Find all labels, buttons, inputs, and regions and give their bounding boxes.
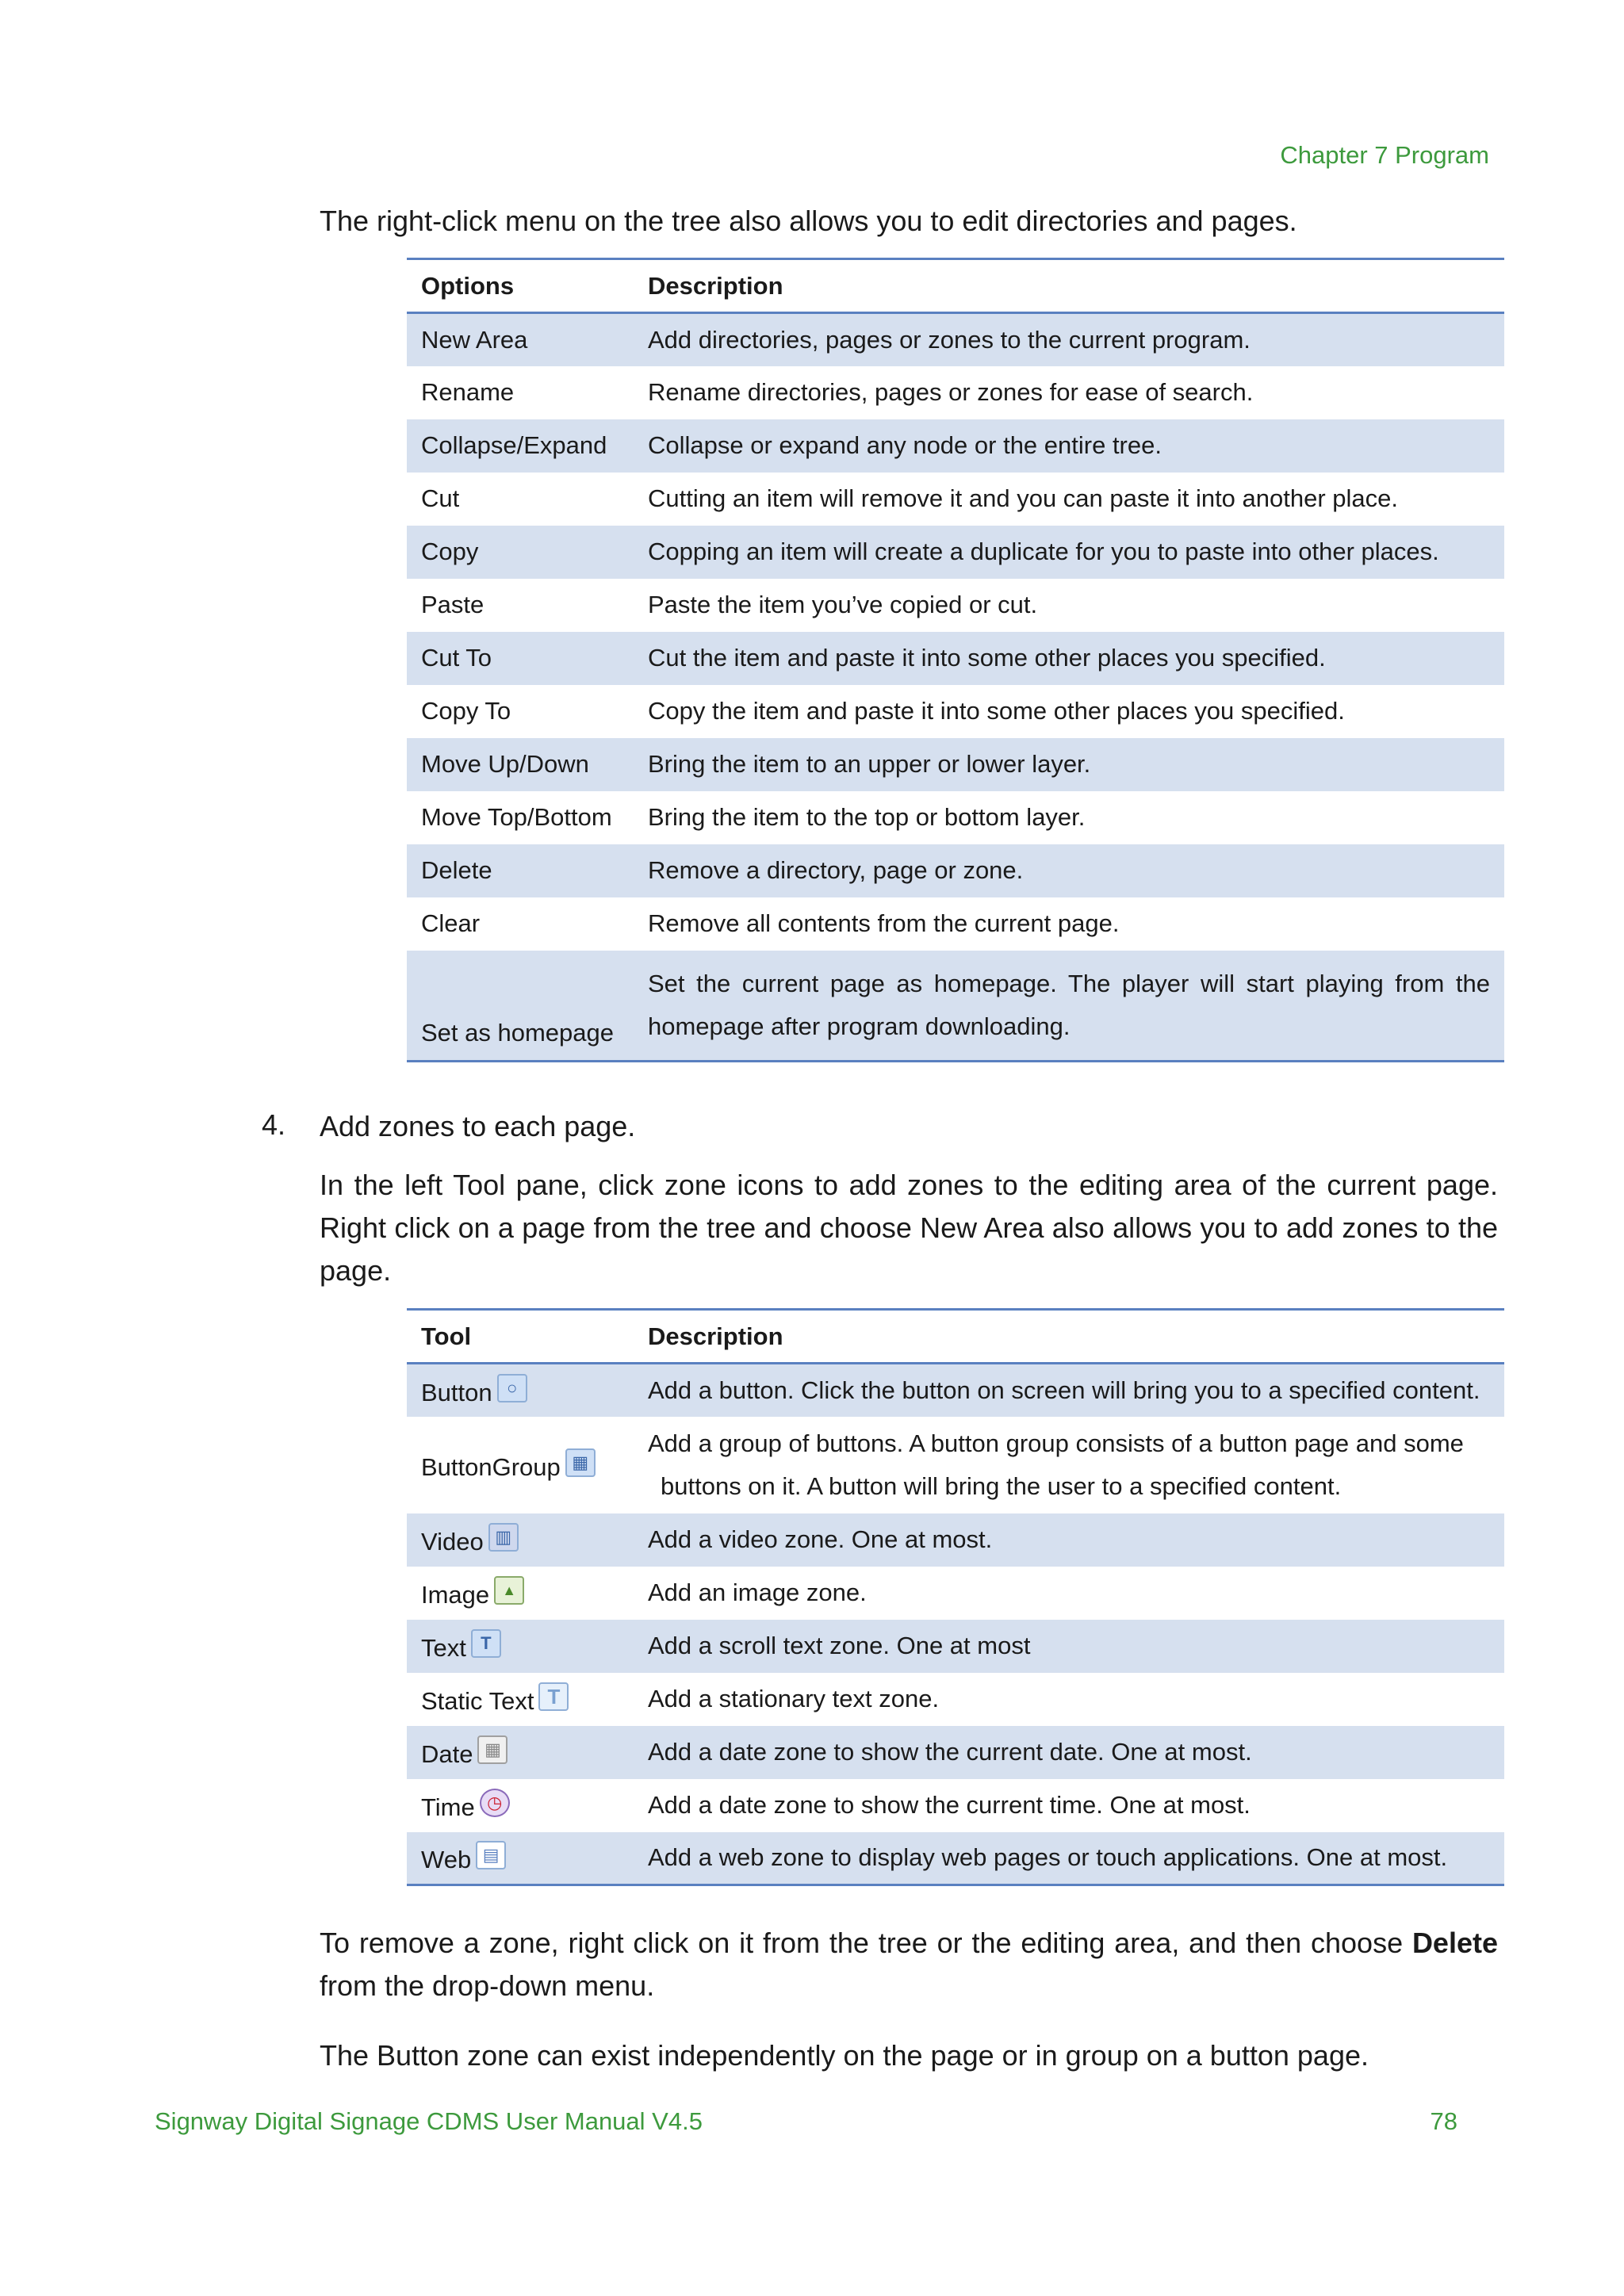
tool-cell [407,1417,634,1513]
remove-text: To remove a zone, right click on it from the tree or the editing area, and then choose [320,1927,1412,1959]
image-icon [494,1576,524,1605]
option-cell: Clear [421,909,481,937]
video-icon [488,1523,519,1552]
option-cell: Move Up/Down [421,750,589,778]
static-text-icon [538,1682,569,1711]
option-cell: Delete [421,856,492,884]
description-cell: Collapse or expand any node or the entire tree. [648,431,1162,459]
description-cell: Copy the item and paste it into some other places you specified. [648,697,1345,725]
page-number: 78 [1430,2107,1457,2135]
button-group-icon [565,1448,596,1477]
table-row [407,844,1504,897]
table-row [407,1417,1504,1513]
intro-paragraph: The right-click menu on the tree also allows you to edit directories and pages. [320,205,1297,237]
description-cell: Remove a directory, page or zone. [648,856,1024,884]
tool-cell [407,1567,634,1620]
description-cell [634,1417,1504,1513]
description-cell: Paste the item you’ve copied or cut. [648,591,1038,618]
options-column-header: Options [421,271,515,300]
table-row [407,419,1504,473]
description-cell: Add a button. Click the button on screen will bring you to a specified content. [648,1376,1480,1404]
table-row [407,632,1504,685]
tool-name: Text [421,1634,466,1662]
description-column-header: Description [648,271,783,300]
tool-column-header: Tool [421,1322,472,1350]
table-row [407,1779,1504,1832]
description-cell: Add directories, pages or zones to the current program. [648,325,1251,354]
tool-name: Time [421,1793,475,1821]
option-cell: Move Top/Bottom [421,803,612,831]
table-row [407,1364,1504,1417]
option-cell: Cut [421,484,460,512]
remove-text-end: from the drop-down menu. [320,1969,655,2002]
option-cell: Rename [421,378,515,406]
tool-name: ButtonGroup [421,1452,561,1481]
description-cell: Add a scroll text zone. One at most [648,1632,1031,1659]
table-row [407,526,1504,579]
options-table [407,258,1504,1062]
tool-cell [407,1364,634,1417]
table-row [407,1726,1504,1779]
description-cell: Set the current page as homepage. The player will start playing from the homepage after program downloading. [648,969,1490,1040]
option-cell: Paste [421,591,485,618]
tool-name: Date [421,1740,473,1768]
table-row [407,1620,1504,1673]
tool-cell [407,1726,634,1779]
button-icon [497,1374,527,1402]
step-number: 4. [262,1108,286,1141]
table-row [407,1673,1504,1726]
tool-name: Video [421,1528,484,1556]
table-row [407,579,1504,632]
option-cell: New Area [421,325,528,354]
web-icon [476,1841,506,1869]
description-cell: Bring the item to the top or bottom layer. [648,803,1086,831]
tool-table [407,1308,1504,1886]
tool-cell [407,1513,634,1567]
remove-zone-paragraph [320,1922,1498,2007]
tool-cell [407,1832,634,1885]
tool-cell [407,1673,634,1726]
description-cell: Bring the item to an upper or lower layer. [648,750,1091,778]
tool-name: Image [421,1581,490,1609]
description-cell: Add a web zone to display web pages or touch applications. One at most. [648,1843,1448,1872]
delete-keyword: Delete [1411,1927,1498,1959]
option-cell: Copy To [421,697,511,725]
table-row [407,791,1504,844]
description-column-header: Description [648,1322,783,1350]
option-cell: Cut To [421,644,492,672]
table-row [407,1513,1504,1567]
description-line: Add a group of buttons. A button group consists of a button page and some [648,1429,1464,1457]
option-cell: Collapse/Expand [421,431,607,459]
description-cell: Add a stationary text zone. [648,1685,940,1712]
description-cell: Add an image zone. [648,1578,867,1606]
table-row [407,366,1504,419]
description-line: buttons on it. A button will bring the user to a specified content. [661,1471,1342,1500]
footer-manual-title: Signway Digital Signage CDMS User Manual V4.5 [155,2107,703,2135]
option-cell: Set as homepage [421,1018,615,1047]
description-cell: Rename directories, pages or zones for ease of search. [648,378,1254,406]
tool-name: Web [421,1846,472,1874]
description-cell: Copping an item will create a duplicate for you to paste into other places. [648,538,1439,565]
description-cell: Remove all contents from the current page. [648,909,1120,937]
option-cell: Copy [421,538,479,565]
text-icon [471,1629,501,1658]
table-row [407,313,1504,366]
tool-cell [407,1620,634,1673]
time-icon [480,1789,510,1817]
description-cell: Add a date zone to show the current time. One at most. [648,1791,1251,1819]
options-table-header [407,259,1504,313]
date-icon [477,1735,508,1764]
step-body: In the left Tool pane, click zone icons to add zones to the editing area of the current page. Right click on a page from the tree and choose New Area also allows you to add zones to the page. [320,1169,1498,1287]
tool-name: Static Text [421,1687,534,1715]
table-row [407,897,1504,951]
table-row [407,473,1504,526]
table-row [407,951,1504,1062]
description-cell: Cut the item and paste it into some other places you specified. [648,644,1326,672]
button-zone-paragraph: The Button zone can exist independently on the page or in group on a button page. [320,2039,1369,2072]
step-title: Add zones to each page. [320,1110,636,1142]
table-row [407,685,1504,738]
chapter-header: Chapter 7 Program [1280,141,1489,169]
description-cell: Cutting an item will remove it and you can paste it into another place. [648,484,1399,512]
table-row [407,1832,1504,1885]
table-row [407,1567,1504,1620]
description-cell: Add a video zone. One at most. [648,1525,993,1553]
description-cell: Add a date zone to show the current date. One at most. [648,1738,1252,1766]
tool-table-header [407,1310,1504,1364]
tool-name: Button [421,1378,492,1406]
tool-cell [407,1779,634,1832]
table-row [407,738,1504,791]
